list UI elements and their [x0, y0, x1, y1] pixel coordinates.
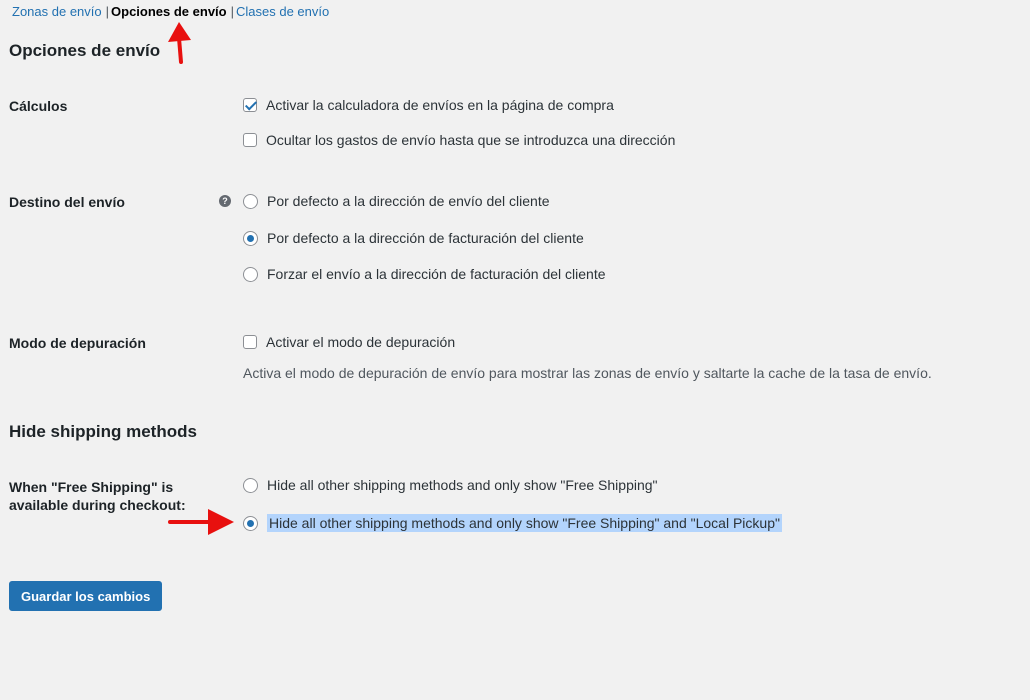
hide-methods-option-free[interactable] — [243, 477, 658, 493]
hide-methods-title: Hide shipping methods — [9, 422, 197, 441]
save-changes-button[interactable]: Guardar los cambios — [9, 581, 162, 611]
destination-option-label: Forzar el envío a la dirección de facturación del cliente — [267, 266, 606, 282]
destination-radio-shipping[interactable] — [243, 194, 258, 209]
hide-methods-option-free-pickup[interactable] — [243, 514, 782, 532]
shipping-subnav — [12, 4, 329, 19]
debug-mode-description: Activa el modo de depuración de envío para mostrar las zonas de envío y saltarte la cache de la tasa de envío. — [243, 365, 932, 381]
hide-costs-option[interactable] — [243, 132, 675, 148]
destination-radio-force-billing[interactable] — [243, 267, 258, 282]
subnav-separator: | — [105, 4, 110, 19]
destination-radio-billing[interactable] — [243, 231, 258, 246]
page-title: Opciones de envío — [9, 41, 161, 60]
debug-mode-option[interactable] — [243, 334, 455, 350]
enable-calculator-label: Activar la calculadora de envíos en la página de compra — [266, 97, 614, 113]
debug-mode-checkbox-label: Activar el modo de depuración — [266, 334, 456, 350]
destination-option-shipping[interactable] — [243, 193, 550, 209]
link-shipping-zones[interactable]: Zonas de envío — [12, 4, 102, 19]
destination-option-label: Por defecto a la dirección de facturación del cliente — [267, 230, 584, 246]
enable-calculator-checkbox[interactable] — [243, 98, 257, 112]
debug-mode-label: Modo de depuración — [9, 335, 146, 351]
up-arrow-icon — [168, 22, 191, 62]
free-shipping-label-line2: available during checkout: — [9, 497, 186, 513]
enable-calculator-option[interactable] — [243, 97, 614, 113]
destination-option-force-billing[interactable] — [243, 266, 606, 282]
hide-costs-checkbox[interactable] — [243, 133, 257, 147]
subnav-separator: | — [230, 4, 234, 19]
question-circle-icon[interactable]: ? — [219, 195, 231, 207]
calculations-label: Cálculos — [9, 98, 68, 114]
free-shipping-label — [9, 478, 186, 514]
hide-methods-option-label: Hide all other shipping methods and only show "Free Shipping" — [267, 477, 658, 493]
hide-methods-radio-free[interactable] — [243, 478, 258, 493]
debug-mode-checkbox[interactable] — [243, 335, 257, 349]
destination-label: Destino del envío — [9, 194, 125, 210]
hide-methods-radio-free-pickup[interactable] — [243, 516, 258, 531]
link-shipping-classes[interactable]: Clases de envío — [236, 4, 330, 19]
hide-methods-option-label-highlighted: Hide all other shipping methods and only show "Free Shipping" and "Local Pickup" — [269, 515, 780, 531]
destination-option-billing[interactable] — [243, 230, 584, 246]
hide-costs-label: Ocultar los gastos de envío hasta que se introduzca una dirección — [266, 132, 676, 148]
destination-option-label: Por defecto a la dirección de envío del cliente — [267, 193, 550, 209]
free-shipping-label-line1: When "Free Shipping" is — [9, 479, 174, 495]
link-shipping-options-current[interactable]: Opciones de envío — [111, 4, 227, 19]
